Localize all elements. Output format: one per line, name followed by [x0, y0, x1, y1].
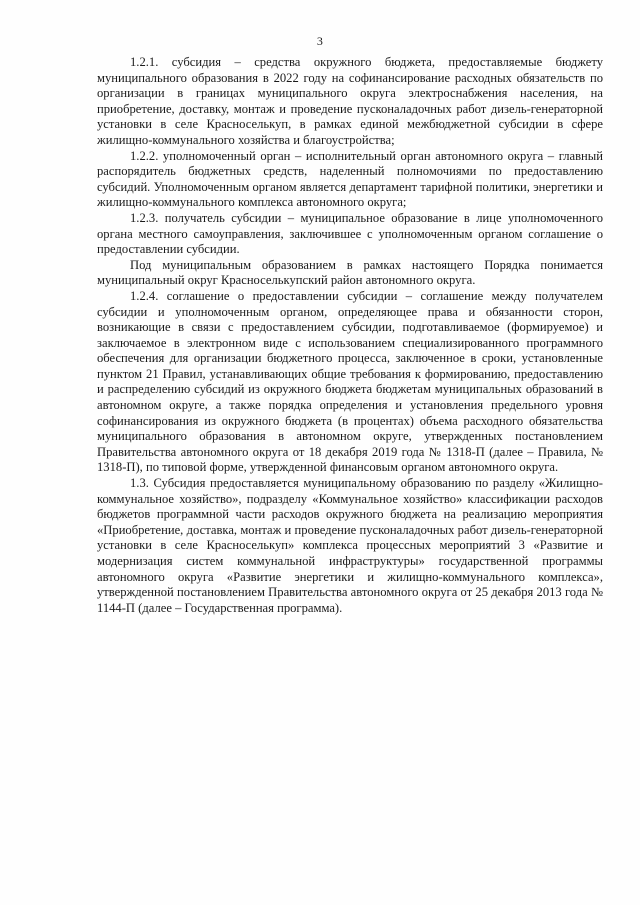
document-body — [97, 55, 603, 616]
paragraph-1-2-3-recipient: 1.2.3. получатель субсидии – муниципальное образование в лице уполномоченного органа местного самоуправления, заключившее с уполномоченным органом соглашение о предоставлении субсидии. — [97, 210, 603, 257]
paragraph-1-2-1-subsidy-definition: 1.2.1. субсидия – средства окружного бюджета, предоставляемые бюджету муниципального образования в 2022 году на софинансирование расходных обязательств по организации в границах муниципального округа электроснабжения населения, на приобретение, доставку, монтаж и проведение пусконаладочных работ дизель-генераторной установки в селе Красноселькуп, в рамках единой межбюджетной субсидии в сфере жилищно-коммунального хозяйства и благоустройства; — [97, 55, 603, 147]
paragraph-1-2-4-agreement: 1.2.4. соглашение о предоставлении субсидии – соглашение между получателем субсидии и уполномоченным органом, определяющее права и обязанности сторон, возникающие в связи с предоставлением субсидии, подготавливаемое (формируемое) и заключаемое в электронном виде с использованием специализированного программного обеспечения для организации бюджетного процесса, заключенное в сроки, установленные пунктом 21 Правил, устанавливающих общие требования к формированию, предоставлению и распределению субсидий из окружного бюджета бюджетам муниципальных образований в автономном округе, а также порядка определения и установления предельного уровня софинансирования из окружного бюджета (в процентах) объема расходного обязательства муниципального образования в автономном округе, утвержденных постановлением Правительства автономного округа от 18 декабря 2019 года № 1318-П (далее – Правила, № 1318-П), по типовой форме, утвержденной финансовым органом автономного округа. — [97, 288, 603, 475]
paragraph-1-3-subsidy-provision: 1.3. Субсидия предоставляется муниципальному образованию по разделу «Жилищно-коммунальное хозяйство», подразделу «Коммунальное хозяйство» классификации расходов бюджетов программной части расходов окружного бюджета на реализацию мероприятия «Приобретение, доставка, монтаж и проведение пусконаладочных работ дизель-генераторной установки в селе Красноселькуп» комплекса процессных мероприятий 3 «Развитие и модернизация систем коммунальной инфраструктуры» государственной программы автономного округа «Развитие энергетики и жилищно-коммунального комплекса», утвержденной постановлением Правительства автономного округа от 25 декабря 2013 года № 1144-П (далее – Государственная программа). — [97, 476, 603, 615]
paragraph-1-2-2-authorized-body: 1.2.2. уполномоченный орган – исполнительный орган автономного округа – главный распорядитель бюджетных средств, наделенный полномочиями по предоставлению субсидий. Уполномоченным органом является департамент тарифной политики, энергетики и жилищно-коммунального комплекса автономного округа; — [97, 148, 603, 210]
paragraph-municipality-note: Под муниципальным образованием в рамках настоящего Порядка понимается муниципальный округ Красноселькупский район автономного округа. — [97, 257, 603, 288]
page-number: 3 — [316, 34, 324, 48]
